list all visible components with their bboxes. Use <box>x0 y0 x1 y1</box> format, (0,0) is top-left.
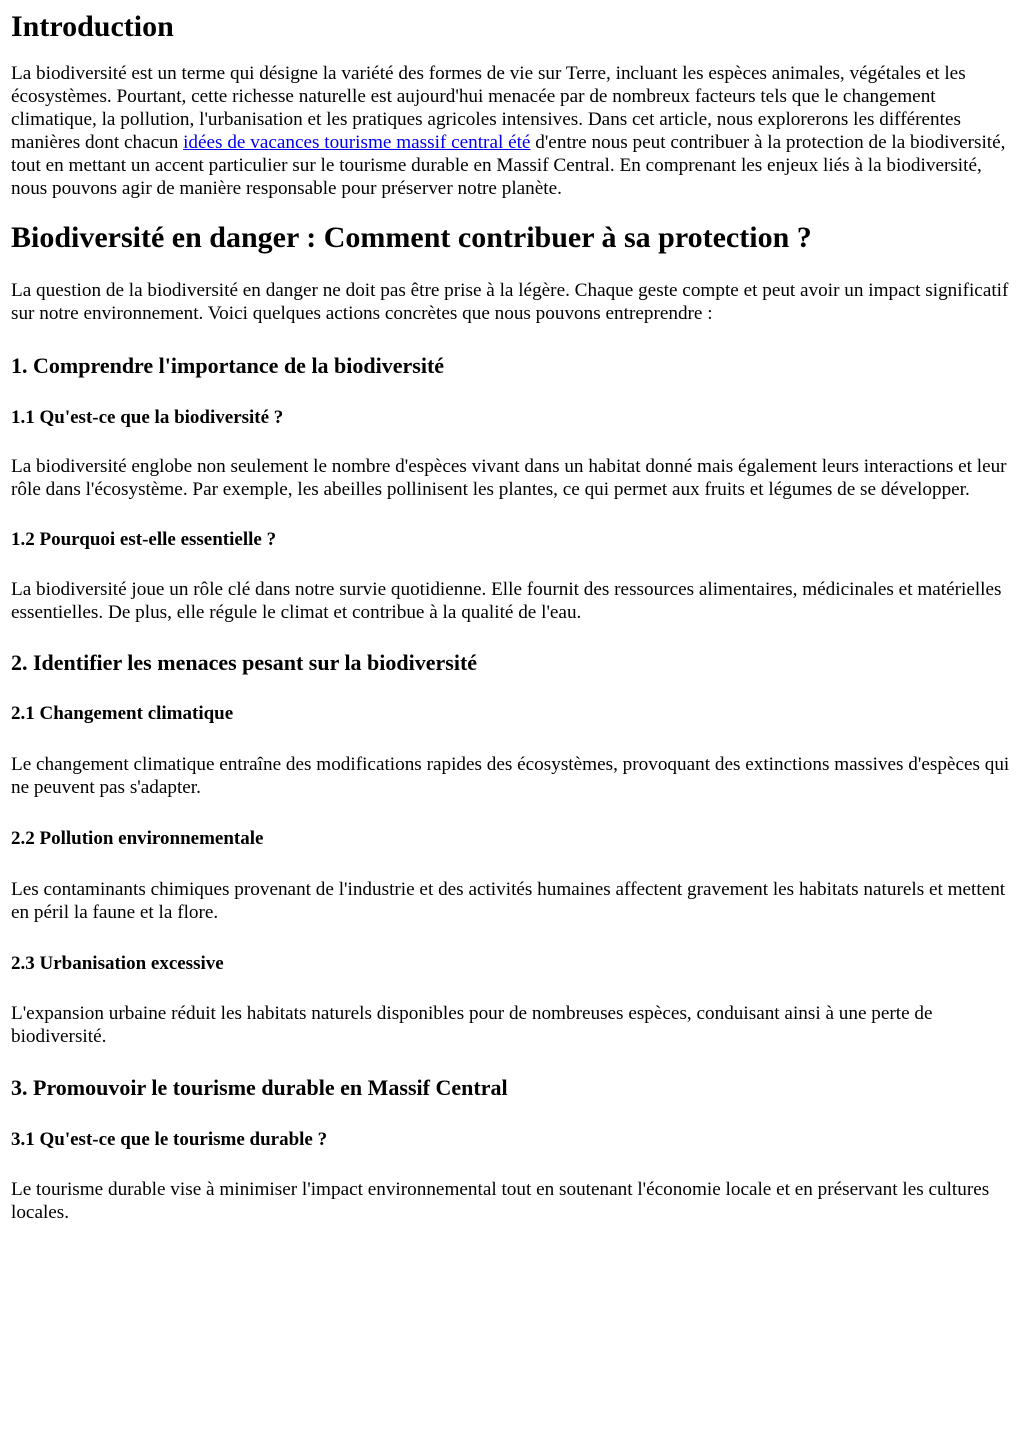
subsection-paragraph-1-1: La biodiversité englobe non seulement le nombre d'espèces vivant dans un habitat donné mais également leurs interactions et leur rôle dans l'écosystème. Par exemple, les abeilles pollinisent les plantes, ce qui permet aux fruits et légumes de se développer. <box>11 456 1007 500</box>
subsection-heading-1-1: 1.1 Qu'est-ce que la biodiversité ? <box>11 407 284 428</box>
section-heading-1: 1. Comprendre l'importance de la biodiversité <box>11 353 445 378</box>
intro-heading: Introduction <box>11 10 174 43</box>
section-heading-2: 2. Identifier les menaces pesant sur la biodiversité <box>11 650 478 675</box>
subsection-paragraph-2-2: Les contaminants chimiques provenant de l'industrie et des activités humaines affectent gravement les habitats naturels et mettent en péril la faune et la flore. <box>11 879 1006 923</box>
subsection-paragraph-2-1: Le changement climatique entraîne des modifications rapides des écosystèmes, provoquant des extinctions massives d'espèces qui ne peuvent pas s'adapter. <box>11 754 1010 798</box>
main-heading: Biodiversité en danger : Comment contribuer à sa protection ? <box>11 221 812 254</box>
subsection-heading-2-3: 2.3 Urbanisation excessive <box>11 953 224 974</box>
subsection-heading-1-2: 1.2 Pourquoi est-elle essentielle ? <box>11 529 277 550</box>
subsection-heading-2-2: 2.2 Pollution environnementale <box>11 828 264 849</box>
subsection-heading-2-1: 2.1 Changement climatique <box>11 703 234 724</box>
subsection-heading-3-1: 3.1 Qu'est-ce que le tourisme durable ? <box>11 1129 328 1150</box>
section-heading-3: 3. Promouvoir le tourisme durable en Massif Central <box>11 1075 508 1100</box>
intro-text-before-link: La biodiversité est un terme qui désigne la variété des formes de vie sur Terre, incluant les espèces animales, végétales et les écosystèmes. Pourtant, cette richesse naturelle est aujourd'hui menacée par de nombreux facteurs tels que le changement climatique, la pollution, l'urbanisation et les pratiques agricoles intensives. Dans cet article, nous explorerons les différentes manières dont chacun <box>11 63 966 153</box>
intro-text-after-link: d'entre nous peut contribuer à la protection de la biodiversité, tout en mettant un accent particulier sur le tourisme durable en Massif Central. En comprenant les enjeux liés à la biodiversité, nous pouvons agir de manière responsable pour préserver notre planète. <box>11 132 1006 199</box>
main-paragraph: La question de la biodiversité en danger ne doit pas être prise à la légère. Chaque geste compte et peut avoir un impact significatif sur notre environnement. Voici quelques actions concrètes que nous pouvons entreprendre : <box>11 280 1009 324</box>
subsection-paragraph-1-2: La biodiversité joue un rôle clé dans notre survie quotidienne. Elle fournit des ressources alimentaires, médicinales et matérielles essentielles. De plus, elle régule le climat et contribue à la qualité de l'eau. <box>11 579 1002 623</box>
subsection-paragraph-2-3: L'expansion urbaine réduit les habitats naturels disponibles pour de nombreuses espèces, conduisant ainsi à une perte de biodiversité. <box>11 1003 933 1047</box>
subsection-paragraph-3-1: Le tourisme durable vise à minimiser l'impact environnemental tout en soutenant l'économie locale et en préservant les cultures locales. <box>11 1179 990 1223</box>
vacances-massif-central-link[interactable]: idées de vacances tourisme massif central été <box>183 132 531 153</box>
intro-paragraph <box>11 62 1014 200</box>
